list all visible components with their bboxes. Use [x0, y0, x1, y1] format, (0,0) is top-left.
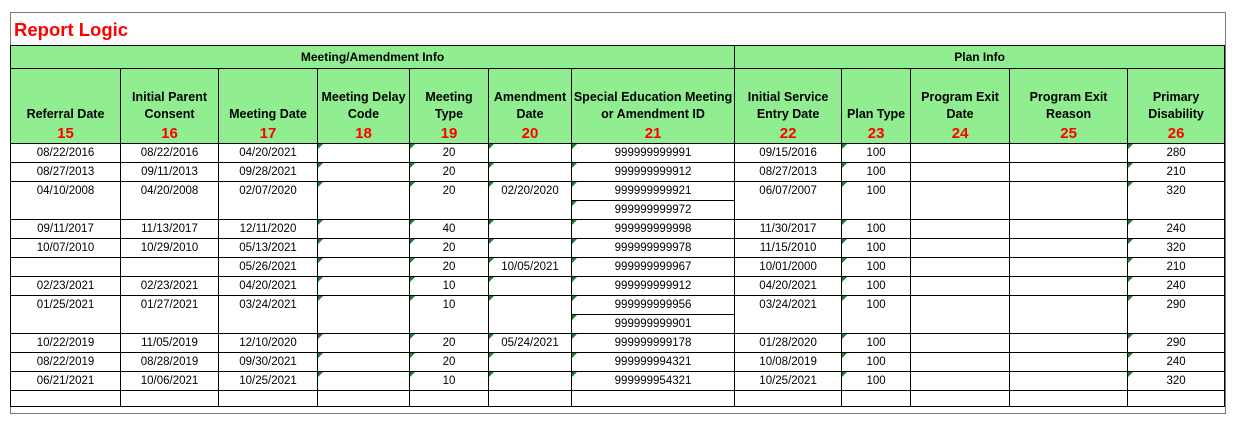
- meeting-delay-code-cell: [318, 201, 410, 220]
- meeting-date-cell: 05/13/2021: [219, 239, 318, 258]
- program-exit-date-cell: [911, 239, 1010, 258]
- initial-service-entry-date-cell: 01/28/2020: [735, 334, 842, 353]
- meeting-type-cell: [410, 315, 489, 334]
- column-header: Special Education Meeting or Amendment ID: [572, 69, 735, 125]
- column-header: Program Exit Reason: [1010, 69, 1128, 125]
- table-row: [11, 258, 1225, 277]
- primary-disability-cell: [1128, 315, 1225, 334]
- column-header: Program Exit Date: [911, 69, 1010, 125]
- column-number: 20: [489, 124, 572, 144]
- initial-service-entry-date-cell: 11/15/2010: [735, 239, 842, 258]
- program-exit-date-cell: [911, 144, 1010, 163]
- column-number: 17: [219, 124, 318, 144]
- column-header: Initial Parent Consent: [121, 69, 219, 125]
- table-row: [11, 163, 1225, 182]
- meeting-id-cell: 999999999921: [572, 182, 735, 201]
- meeting-type-cell: 10: [410, 372, 489, 391]
- empty-cell: [410, 391, 489, 407]
- meeting-date-cell: 03/24/2021: [219, 296, 318, 315]
- column-header: Meeting Date: [219, 69, 318, 125]
- column-number: 16: [121, 124, 219, 144]
- meeting-type-cell: 40: [410, 220, 489, 239]
- program-exit-reason-cell: [1010, 372, 1128, 391]
- meeting-id-cell: 999999999912: [572, 163, 735, 182]
- plan-type-cell: 100: [842, 258, 911, 277]
- empty-row: [11, 391, 1225, 407]
- initial-parent-consent-cell: [121, 201, 219, 220]
- primary-disability-cell: 210: [1128, 258, 1225, 277]
- meeting-delay-code-cell: [318, 220, 410, 239]
- initial-service-entry-date-cell: [735, 201, 842, 220]
- table-row: [11, 239, 1225, 258]
- program-exit-reason-cell: [1010, 144, 1128, 163]
- group-meeting-amendment-info: Meeting/Amendment Info: [11, 46, 735, 69]
- primary-disability-cell: 290: [1128, 296, 1225, 315]
- primary-disability-cell: 240: [1128, 277, 1225, 296]
- meeting-id-cell: 999999999978: [572, 239, 735, 258]
- primary-disability-cell: 240: [1128, 353, 1225, 372]
- column-number: 18: [318, 124, 410, 144]
- initial-service-entry-date-cell: 10/08/2019: [735, 353, 842, 372]
- column-header: Amendment Date: [489, 69, 572, 125]
- empty-cell: [1010, 391, 1128, 407]
- table-row: [11, 334, 1225, 353]
- meeting-date-cell: 05/26/2021: [219, 258, 318, 277]
- report-title: Report Logic: [14, 19, 129, 40]
- program-exit-reason-cell: [1010, 353, 1128, 372]
- column-header: Plan Type: [842, 69, 911, 125]
- table-row: [11, 372, 1225, 391]
- meeting-date-cell: 04/20/2021: [219, 277, 318, 296]
- meeting-type-cell: 20: [410, 239, 489, 258]
- primary-disability-cell: 320: [1128, 239, 1225, 258]
- amendment-date-cell: [489, 163, 572, 182]
- column-header: Referral Date: [11, 69, 121, 125]
- primary-disability-cell: 320: [1128, 182, 1225, 201]
- primary-disability-cell: 290: [1128, 334, 1225, 353]
- amendment-date-cell: [489, 239, 572, 258]
- amendment-date-cell: [489, 277, 572, 296]
- meeting-type-cell: 20: [410, 182, 489, 201]
- referral-date-cell: [11, 315, 121, 334]
- referral-date-cell: [11, 201, 121, 220]
- empty-cell: [842, 391, 911, 407]
- initial-parent-consent-cell: 04/20/2008: [121, 182, 219, 201]
- initial-parent-consent-cell: 02/23/2021: [121, 277, 219, 296]
- column-number: 26: [1128, 124, 1225, 144]
- amendment-date-cell: [489, 144, 572, 163]
- column-number-row: [11, 124, 1225, 144]
- initial-parent-consent-cell: 09/11/2013: [121, 163, 219, 182]
- table-row: [11, 220, 1225, 239]
- meeting-id-cell: 999999999991: [572, 144, 735, 163]
- meeting-date-cell: 04/20/2021: [219, 144, 318, 163]
- program-exit-reason-cell: [1010, 239, 1128, 258]
- initial-service-entry-date-cell: 04/20/2021: [735, 277, 842, 296]
- plan-type-cell: 100: [842, 353, 911, 372]
- amendment-date-cell: [489, 353, 572, 372]
- amendment-date-cell: 10/05/2021: [489, 258, 572, 277]
- empty-cell: [121, 391, 219, 407]
- meeting-id-cell: 999999999901: [572, 315, 735, 334]
- column-header-row: [11, 69, 1225, 125]
- meeting-delay-code-cell: [318, 163, 410, 182]
- meeting-type-cell: 20: [410, 334, 489, 353]
- column-number: 15: [11, 124, 121, 144]
- primary-disability-cell: [1128, 201, 1225, 220]
- referral-date-cell: 10/07/2010: [11, 239, 121, 258]
- amendment-date-cell: 05/24/2021: [489, 334, 572, 353]
- program-exit-reason-cell: [1010, 220, 1128, 239]
- primary-disability-cell: 280: [1128, 144, 1225, 163]
- initial-service-entry-date-cell: 03/24/2021: [735, 296, 842, 315]
- plan-type-cell: 100: [842, 182, 911, 201]
- referral-date-cell: 02/23/2021: [11, 277, 121, 296]
- meeting-date-cell: [219, 315, 318, 334]
- initial-service-entry-date-cell: 10/25/2021: [735, 372, 842, 391]
- meeting-delay-code-cell: [318, 372, 410, 391]
- group-plan-info: Plan Info: [735, 46, 1225, 69]
- plan-type-cell: 100: [842, 372, 911, 391]
- table-body: [11, 46, 1225, 407]
- initial-parent-consent-cell: 11/13/2017: [121, 220, 219, 239]
- program-exit-date-cell: [911, 334, 1010, 353]
- plan-type-cell: 100: [842, 334, 911, 353]
- initial-parent-consent-cell: [121, 258, 219, 277]
- initial-service-entry-date-cell: 06/07/2007: [735, 182, 842, 201]
- program-exit-reason-cell: [1010, 258, 1128, 277]
- column-number: 21: [572, 124, 735, 144]
- plan-type-cell: [842, 201, 911, 220]
- meeting-type-cell: 20: [410, 144, 489, 163]
- amendment-date-cell: 02/20/2020: [489, 182, 572, 201]
- amendment-date-cell: [489, 315, 572, 334]
- meeting-type-cell: 20: [410, 258, 489, 277]
- empty-cell: [11, 391, 121, 407]
- meeting-delay-code-cell: [318, 258, 410, 277]
- meeting-id-cell: 999999999178: [572, 334, 735, 353]
- empty-cell: [1128, 391, 1225, 407]
- initial-parent-consent-cell: 08/22/2016: [121, 144, 219, 163]
- meeting-id-cell: 999999999912: [572, 277, 735, 296]
- empty-cell: [911, 391, 1010, 407]
- program-exit-date-cell: [911, 315, 1010, 334]
- referral-date-cell: 06/21/2021: [11, 372, 121, 391]
- meeting-id-cell: 999999999967: [572, 258, 735, 277]
- meeting-type-cell: 10: [410, 277, 489, 296]
- primary-disability-cell: 240: [1128, 220, 1225, 239]
- meeting-date-cell: 09/30/2021: [219, 353, 318, 372]
- referral-date-cell: 08/22/2019: [11, 353, 121, 372]
- meeting-type-cell: 20: [410, 163, 489, 182]
- column-number: 23: [842, 124, 911, 144]
- program-exit-reason-cell: [1010, 201, 1128, 220]
- program-exit-date-cell: [911, 182, 1010, 201]
- amendment-date-cell: [489, 220, 572, 239]
- empty-cell: [735, 391, 842, 407]
- column-number: 25: [1010, 124, 1128, 144]
- table-row: [11, 277, 1225, 296]
- empty-cell: [219, 391, 318, 407]
- column-number: 22: [735, 124, 842, 144]
- meeting-delay-code-cell: [318, 334, 410, 353]
- program-exit-date-cell: [911, 163, 1010, 182]
- initial-service-entry-date-cell: 10/01/2000: [735, 258, 842, 277]
- plan-type-cell: [842, 315, 911, 334]
- program-exit-date-cell: [911, 372, 1010, 391]
- meeting-id-cell: 999999999956: [572, 296, 735, 315]
- plan-type-cell: 100: [842, 163, 911, 182]
- meeting-date-cell: [219, 201, 318, 220]
- meeting-date-cell: 09/28/2021: [219, 163, 318, 182]
- program-exit-reason-cell: [1010, 334, 1128, 353]
- column-number: 24: [911, 124, 1010, 144]
- initial-service-entry-date-cell: 08/27/2013: [735, 163, 842, 182]
- empty-cell: [318, 391, 410, 407]
- table-row: [11, 182, 1225, 201]
- program-exit-date-cell: [911, 220, 1010, 239]
- report-table: [10, 45, 1225, 407]
- primary-disability-cell: 320: [1128, 372, 1225, 391]
- meeting-type-cell: 10: [410, 296, 489, 315]
- table-row: [11, 296, 1225, 315]
- plan-type-cell: 100: [842, 277, 911, 296]
- initial-parent-consent-cell: 11/05/2019: [121, 334, 219, 353]
- program-exit-reason-cell: [1010, 182, 1128, 201]
- empty-cell: [572, 391, 735, 407]
- meeting-date-cell: 12/11/2020: [219, 220, 318, 239]
- amendment-date-cell: [489, 296, 572, 315]
- program-exit-reason-cell: [1010, 163, 1128, 182]
- meeting-id-cell: 999999999972: [572, 201, 735, 220]
- table-row: [11, 144, 1225, 163]
- program-exit-date-cell: [911, 353, 1010, 372]
- referral-date-cell: 01/25/2021: [11, 296, 121, 315]
- amendment-date-cell: [489, 372, 572, 391]
- referral-date-cell: 09/11/2017: [11, 220, 121, 239]
- meeting-delay-code-cell: [318, 277, 410, 296]
- initial-parent-consent-cell: 01/27/2021: [121, 296, 219, 315]
- column-header: Meeting Type: [410, 69, 489, 125]
- referral-date-cell: 04/10/2008: [11, 182, 121, 201]
- meeting-date-cell: 10/25/2021: [219, 372, 318, 391]
- column-header: Primary Disability: [1128, 69, 1225, 125]
- report-sheet: [10, 12, 1226, 414]
- initial-parent-consent-cell: [121, 315, 219, 334]
- plan-type-cell: 100: [842, 296, 911, 315]
- column-header: Initial Service Entry Date: [735, 69, 842, 125]
- meeting-date-cell: 02/07/2020: [219, 182, 318, 201]
- program-exit-date-cell: [911, 296, 1010, 315]
- meeting-date-cell: 12/10/2020: [219, 334, 318, 353]
- initial-service-entry-date-cell: 09/15/2016: [735, 144, 842, 163]
- referral-date-cell: 10/22/2019: [11, 334, 121, 353]
- referral-date-cell: 08/27/2013: [11, 163, 121, 182]
- meeting-id-cell: 999999999998: [572, 220, 735, 239]
- initial-service-entry-date-cell: [735, 315, 842, 334]
- table-row-continuation: [11, 315, 1225, 334]
- meeting-id-cell: 999999994321: [572, 353, 735, 372]
- primary-disability-cell: 210: [1128, 163, 1225, 182]
- meeting-delay-code-cell: [318, 353, 410, 372]
- meeting-id-cell: 999999954321: [572, 372, 735, 391]
- initial-parent-consent-cell: 10/29/2010: [121, 239, 219, 258]
- program-exit-date-cell: [911, 201, 1010, 220]
- meeting-delay-code-cell: [318, 296, 410, 315]
- meeting-delay-code-cell: [318, 182, 410, 201]
- program-exit-reason-cell: [1010, 296, 1128, 315]
- plan-type-cell: 100: [842, 239, 911, 258]
- initial-parent-consent-cell: 10/06/2021: [121, 372, 219, 391]
- program-exit-reason-cell: [1010, 315, 1128, 334]
- meeting-delay-code-cell: [318, 239, 410, 258]
- column-header: Meeting Delay Code: [318, 69, 410, 125]
- meeting-delay-code-cell: [318, 315, 410, 334]
- table-row-continuation: [11, 201, 1225, 220]
- program-exit-reason-cell: [1010, 277, 1128, 296]
- program-exit-date-cell: [911, 258, 1010, 277]
- plan-type-cell: 100: [842, 220, 911, 239]
- meeting-type-cell: [410, 201, 489, 220]
- initial-service-entry-date-cell: 11/30/2017: [735, 220, 842, 239]
- meeting-type-cell: 20: [410, 353, 489, 372]
- meeting-delay-code-cell: [318, 144, 410, 163]
- amendment-date-cell: [489, 201, 572, 220]
- group-header-row: [11, 46, 1225, 69]
- initial-parent-consent-cell: 08/28/2019: [121, 353, 219, 372]
- column-number: 19: [410, 124, 489, 144]
- empty-cell: [489, 391, 572, 407]
- referral-date-cell: [11, 258, 121, 277]
- plan-type-cell: 100: [842, 144, 911, 163]
- table-row: [11, 353, 1225, 372]
- referral-date-cell: 08/22/2016: [11, 144, 121, 163]
- program-exit-date-cell: [911, 277, 1010, 296]
